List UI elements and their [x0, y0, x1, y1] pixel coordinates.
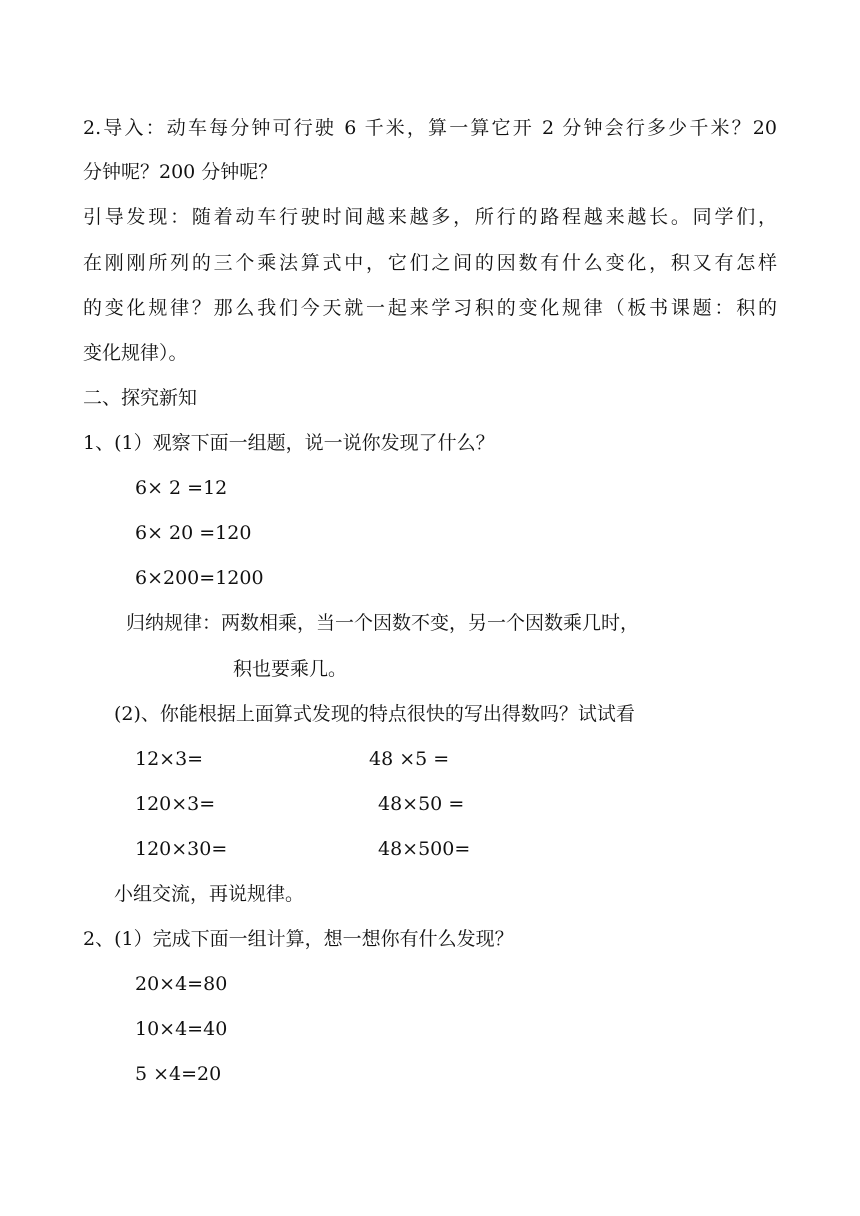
exercise-left: 12×3= — [135, 748, 204, 770]
exercise-right: 48×50 = — [378, 793, 465, 815]
intro-line-2: 分钟呢？200 分钟呢？ — [83, 161, 278, 183]
guide-line-3: 的变化规律？那么我们今天就一起来学习积的变化规律（板书课题：积的 — [83, 297, 777, 319]
exercise-right: 48×500= — [378, 838, 471, 860]
part1-equation: 6×200=1200 — [135, 567, 264, 589]
part2-equation: 5 ×4=20 — [135, 1063, 222, 1085]
section-heading: 二、探究新知 — [83, 387, 198, 409]
guide-line-4: 变化规律）。 — [83, 342, 188, 364]
exercise-right: 48 ×5 = — [369, 748, 450, 770]
exercise-left: 120×3= — [135, 793, 216, 815]
guide-line-1: 引导发现：随着动车行驶时间越来越多，所行的路程越来越长。同学们， — [83, 206, 777, 228]
part1-equation: 6× 2 =12 — [135, 477, 228, 499]
rule-line-2: 积也要乘几。 — [233, 658, 348, 680]
part1-equation: 6× 20 =120 — [135, 522, 252, 544]
part2-equation: 20×4=80 — [135, 973, 228, 995]
part1-question-2: (2)、你能根据上面算式发现的特点很快的写出得数吗？试试看 — [114, 703, 635, 725]
guide-line-2: 在刚刚所列的三个乘法算式中，它们之间的因数有什么变化，积又有怎样 — [83, 252, 777, 274]
group-note: 小组交流，再说规律。 — [114, 883, 305, 905]
exercise-left: 120×30= — [135, 838, 228, 860]
part1-question: 1、(1）观察下面一组题，说一说你发现了什么？ — [83, 432, 495, 454]
intro-line-1: 2.导入：动车每分钟可行驶 6 千米，算一算它开 2 分钟会行多少千米？20 — [83, 117, 777, 139]
part2-equation: 10×4=40 — [135, 1018, 228, 1040]
part2-question: 2、(1）完成下面一组计算，想一想你有什么发现？ — [83, 928, 514, 950]
rule-line-1: 归纳规律：两数相乘，当一个因数不变，另一个因数乘几时， — [126, 612, 640, 634]
